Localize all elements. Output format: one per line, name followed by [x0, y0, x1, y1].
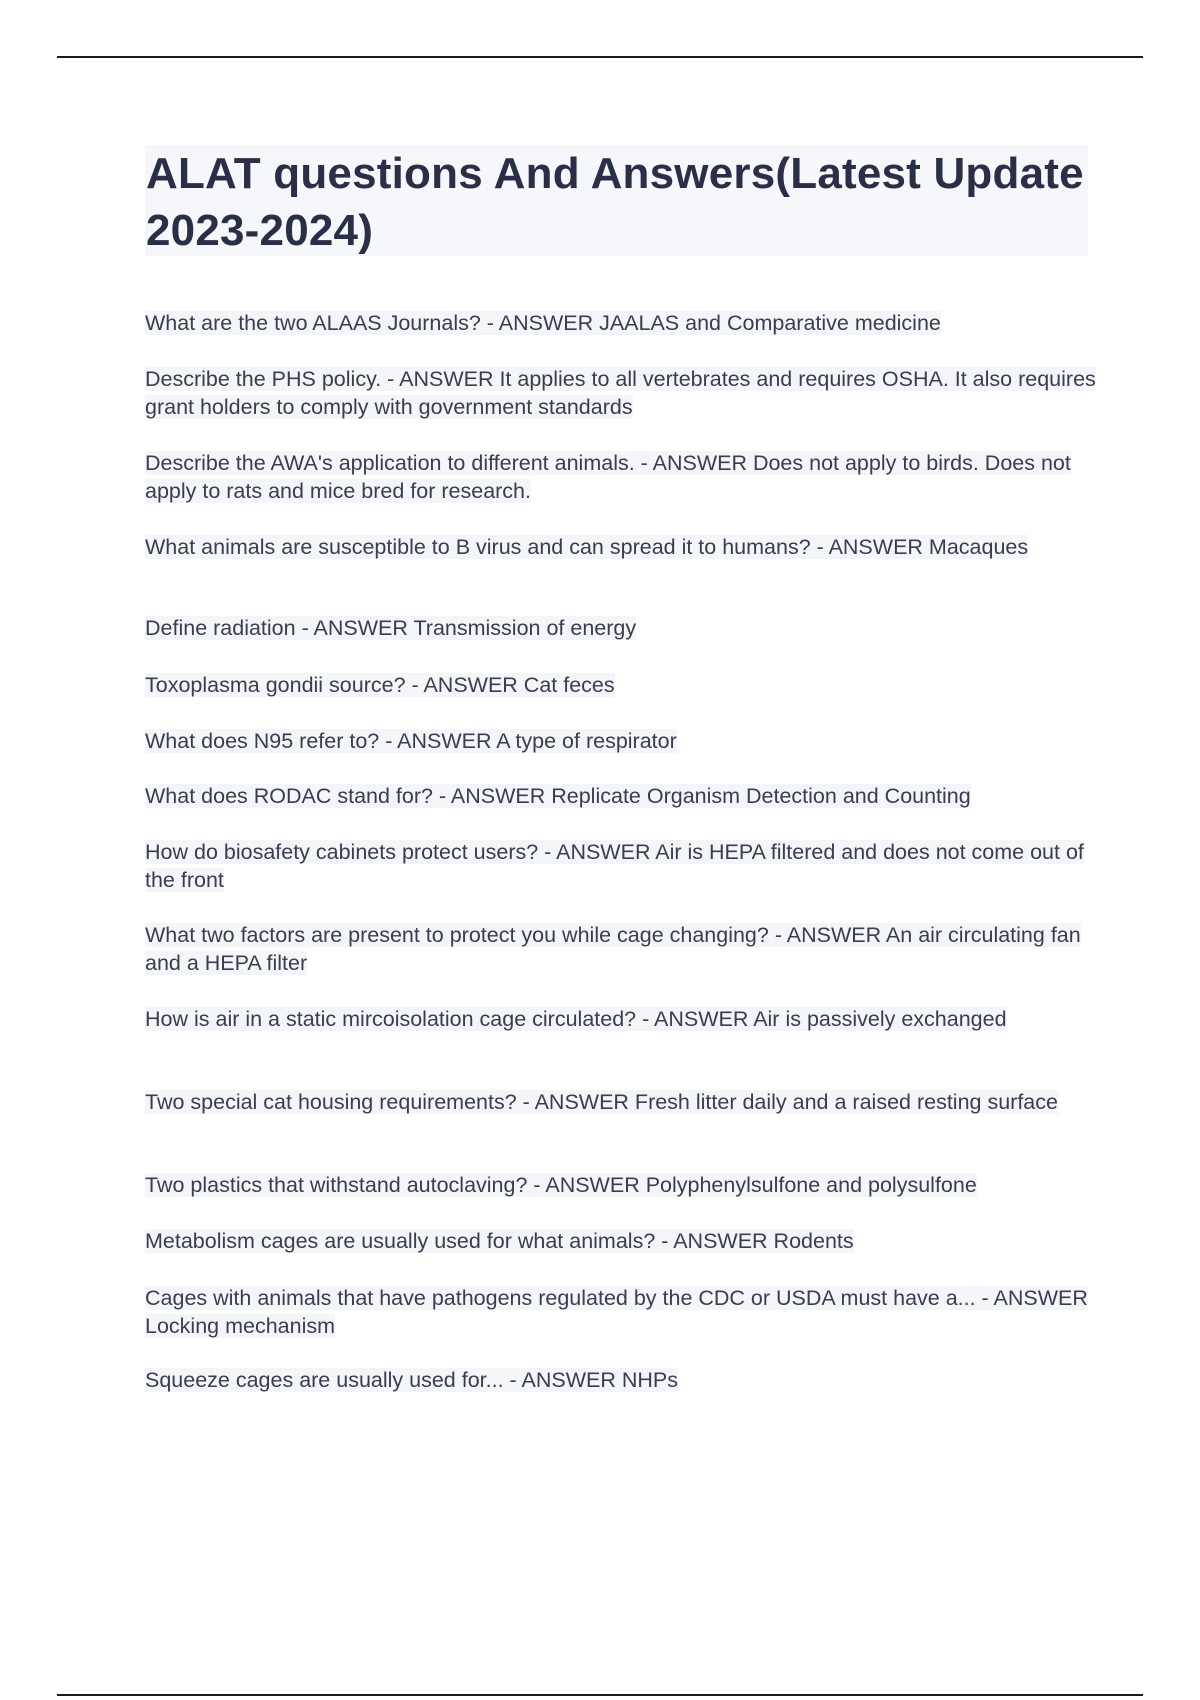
header-rule: [57, 56, 1143, 58]
qa-item: [145, 672, 615, 700]
qa-text: Squeeze cages are usually used for... - ANSWER NHPs: [145, 1368, 678, 1392]
footer-rule: [57, 1694, 1143, 1696]
qa-item: [145, 922, 1105, 977]
qa-item: [145, 783, 971, 811]
qa-item: [145, 839, 1105, 894]
qa-item: [145, 1228, 854, 1256]
qa-item: [145, 534, 1028, 562]
qa-text: What does RODAC stand for? - ANSWER Replicate Organism Detection and Counting: [145, 784, 971, 808]
qa-text: How is air in a static mircoisolation cage circulated? - ANSWER Air is passively exchanged: [145, 1007, 1007, 1031]
qa-item: [145, 1285, 1105, 1340]
qa-text: How do biosafety cabinets protect users? - ANSWER Air is HEPA filtered and does not come out of the front: [145, 840, 1084, 892]
qa-text: Two plastics that withstand autoclaving? - ANSWER Polyphenylsulfone and polysulfone: [145, 1173, 977, 1197]
qa-item: [145, 310, 941, 338]
qa-item: [145, 366, 1105, 421]
qa-text: What two factors are present to protect you while cage changing? - ANSWER An air circulating fan and a HEPA filter: [145, 923, 1081, 975]
qa-item: [145, 1172, 977, 1200]
qa-text: Toxoplasma gondii source? - ANSWER Cat feces: [145, 673, 615, 697]
title-block: [145, 145, 1088, 256]
qa-text: Cages with animals that have pathogens regulated by the CDC or USDA must have a... - ANSWER Locking mechanism: [145, 1286, 1088, 1338]
qa-text: Define radiation - ANSWER Transmission of energy: [145, 616, 637, 640]
qa-item: [145, 450, 1105, 505]
qa-item: [145, 615, 636, 643]
qa-item: [145, 1367, 678, 1395]
qa-text: Metabolism cages are usually used for what animals? - ANSWER Rodents: [145, 1229, 854, 1253]
document-title: ALAT questions And Answers(Latest Update 2023-2024): [146, 149, 1084, 255]
qa-text: What are the two ALAAS Journals? - ANSWER JAALAS and Comparative medicine: [145, 311, 941, 335]
qa-item: [145, 1006, 1007, 1034]
qa-text: Describe the PHS policy. - ANSWER It applies to all vertebrates and requires OSHA. It also requires grant holders to comply with government standards: [145, 367, 1096, 419]
qa-item: [145, 1089, 1058, 1117]
qa-text: Describe the AWA's application to different animals. - ANSWER Does not apply to birds. Does not apply to rats and mice bred for research.: [145, 451, 1071, 503]
qa-text: Two special cat housing requirements? - ANSWER Fresh litter daily and a raised resting surface: [145, 1090, 1058, 1114]
qa-item: [145, 728, 677, 756]
qa-text: What animals are susceptible to B virus and can spread it to humans? - ANSWER Macaques: [145, 535, 1029, 559]
qa-text: What does N95 refer to? - ANSWER A type of respirator: [145, 729, 677, 753]
